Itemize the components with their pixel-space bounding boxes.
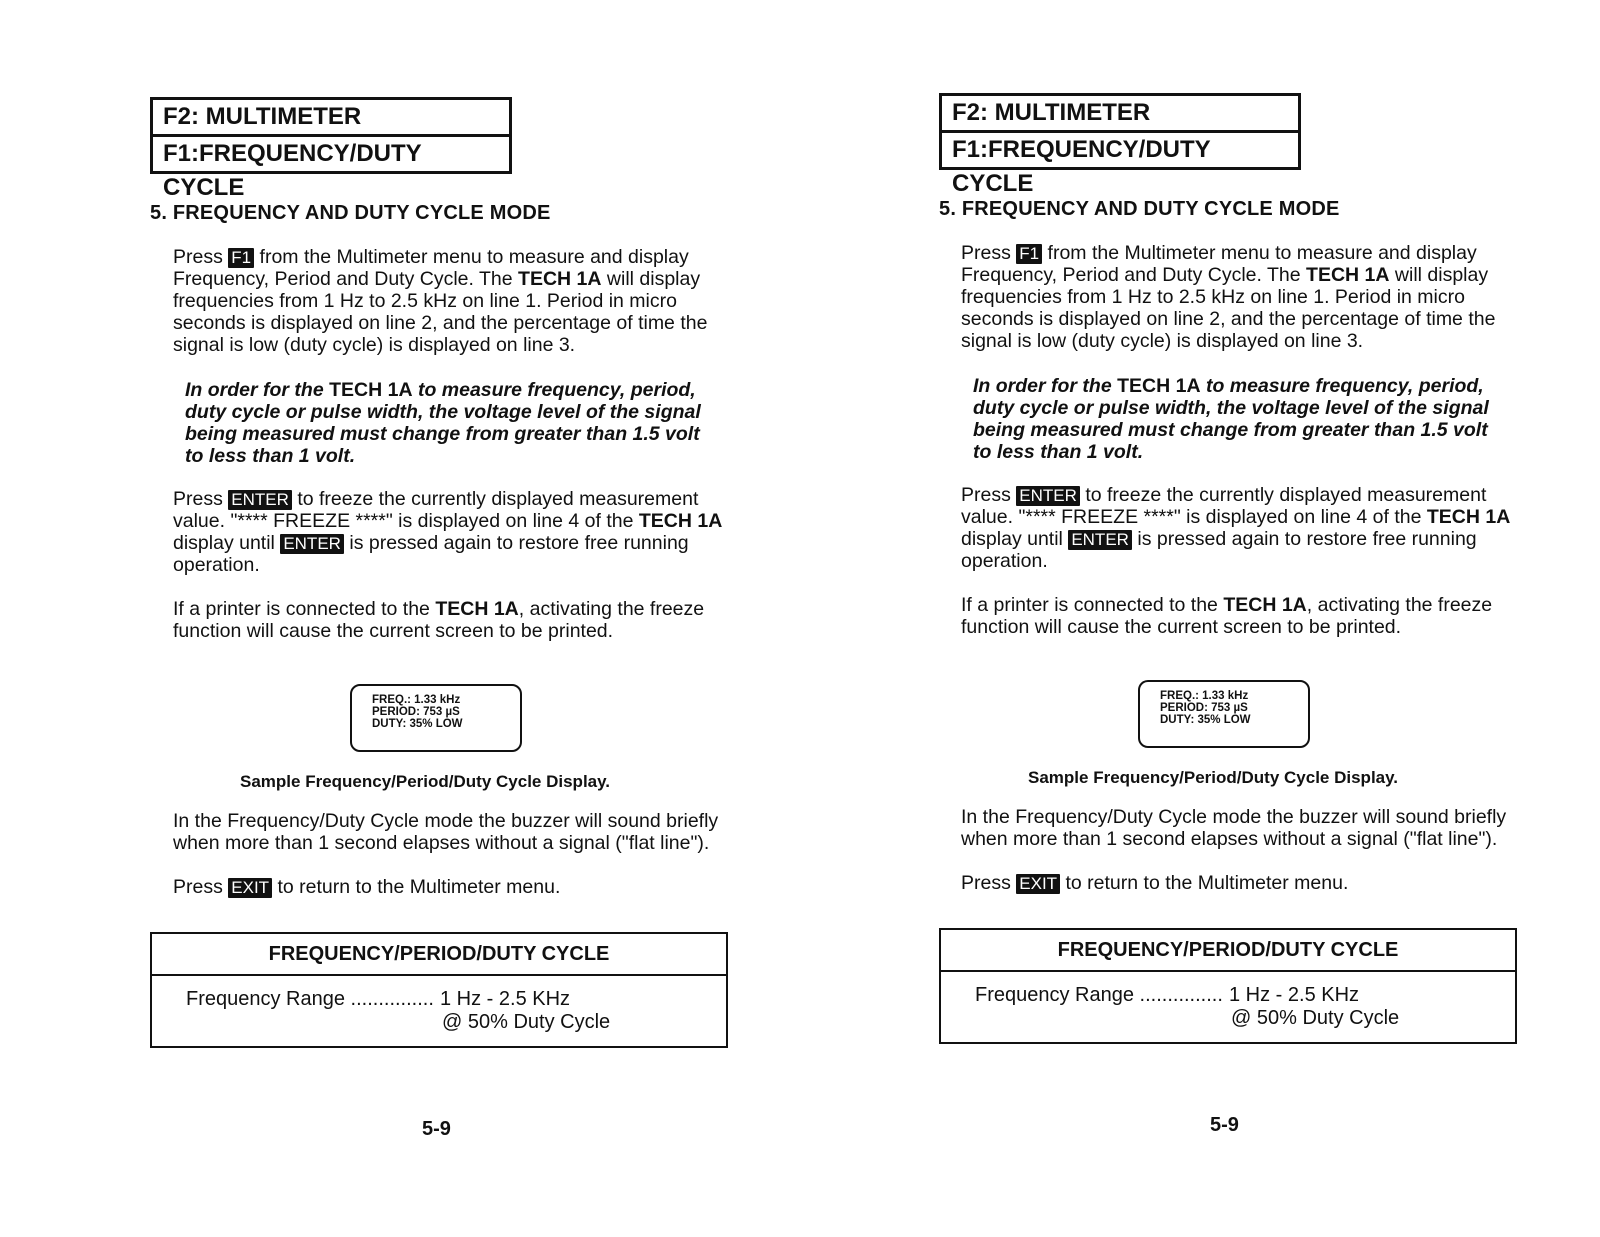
page-number: 5-9 (422, 1118, 451, 1140)
paragraph-intro (173, 246, 738, 356)
spec-value: 1 Hz - 2.5 KHz (440, 988, 571, 1010)
display-caption: Sample Frequency/Period/Duty Cycle Display. (1028, 768, 1399, 787)
paragraph-printer (173, 598, 738, 642)
paragraph-intro (961, 242, 1526, 352)
paragraph-printer (961, 594, 1526, 638)
page-right (800, 0, 1600, 1237)
enter-key-icon: ENTER (1068, 530, 1132, 550)
device-name: TECH 1A (638, 510, 723, 532)
lcd-line-freq: FREQ.: 1.33 kHz (1160, 690, 1249, 702)
device-name: TECH 1A (518, 268, 602, 290)
exit-text: to return to the Multimeter menu. (1065, 872, 1349, 894)
paragraph-exit (961, 872, 1526, 894)
header-line-1: F2: MULTIMETER (952, 99, 1151, 126)
lcd-sample-display (1138, 680, 1310, 748)
exit-key-icon: EXIT (1016, 874, 1060, 894)
press-word: Press (961, 872, 1011, 894)
spec-value-2: @ 50% Duty Cycle (1231, 1007, 1400, 1029)
intro-text-2: will display frequencies from 1 Hz to 2.5 kHz on line 1. Period in micro seconds is displayed on line 2, and the percentage of time the signal is low (duty cycle) is displayed on line 3. (961, 264, 1496, 352)
note-text-1: In order for the (185, 379, 324, 401)
spec-table (150, 932, 728, 1048)
spec-table-title: FREQUENCY/PERIOD/DUTY CYCLE (941, 930, 1515, 972)
lcd-line-duty: DUTY: 35% LOW (1160, 714, 1251, 726)
f1-key-icon: F1 (228, 248, 254, 268)
intro-text-2: will display frequencies from 1 Hz to 2.5 kHz on line 1. Period in micro seconds is displayed on line 2, and the percentage of time the signal is low (duty cycle) is displayed on line 3. (173, 268, 708, 356)
paragraph-freeze (961, 484, 1526, 572)
device-name: TECH 1A (1306, 264, 1390, 286)
press-word: Press (173, 876, 223, 898)
paragraph-buzzer: In the Frequency/Duty Cycle mode the buzzer will sound briefly when more than 1 second elapses without a signal ("flat line"). (173, 810, 719, 854)
paragraph-buzzer: In the Frequency/Duty Cycle mode the buzzer will sound briefly when more than 1 second elapses without a signal ("flat line"). (961, 806, 1507, 850)
freeze-text-3: is pressed again to restore free running operation. (173, 532, 689, 576)
press-word: Press (961, 242, 1011, 264)
section-title: 5. FREQUENCY AND DUTY CYCLE MODE (939, 198, 1340, 220)
spec-label: Frequency Range ............... (186, 988, 434, 1010)
printer-text-1: If a printer is connected to the (961, 594, 1218, 616)
lcd-sample-display (350, 684, 522, 752)
lcd-line-period: PERIOD: 753 µS (372, 706, 460, 718)
header-line-2: F1:FREQUENCY/DUTY CYCLE (153, 134, 509, 171)
paragraph-freeze (173, 488, 738, 576)
spec-table-body (941, 972, 1515, 1042)
lcd-line-period: PERIOD: 753 µS (1160, 702, 1248, 714)
freeze-text-2: display until (961, 528, 1063, 550)
printer-text-2: , activating the freeze function will cause the current screen to be printed. (173, 598, 705, 642)
device-name: TECH 1A (1117, 375, 1201, 397)
device-name: TECH 1A (329, 379, 413, 401)
press-word: Press (173, 488, 223, 510)
display-caption: Sample Frequency/Period/Duty Cycle Display. (240, 772, 611, 791)
printer-text-1: If a printer is connected to the (173, 598, 430, 620)
exit-key-icon: EXIT (228, 878, 272, 898)
press-word: Press (961, 484, 1011, 506)
header-box (939, 93, 1301, 197)
freeze-text-2: display until (173, 532, 275, 554)
note-text-2: to measure frequency, period, duty cycle or pulse width, the voltage level of the signal being measured must change from greater than 1.5 volt to less than 1 volt. (973, 375, 1489, 463)
spec-table (939, 928, 1517, 1044)
section-title: 5. FREQUENCY AND DUTY CYCLE MODE (150, 202, 551, 224)
lcd-line-duty: DUTY: 35% LOW (372, 718, 463, 730)
device-name: TECH 1A (1426, 506, 1511, 528)
note-text-1: In order for the (973, 375, 1112, 397)
intro-text-1: from the Multimeter menu to measure and display Frequency, Period and Duty Cycle. The (961, 242, 1477, 286)
device-name: TECH 1A (1223, 594, 1307, 616)
exit-text: to return to the Multimeter menu. (277, 876, 561, 898)
freeze-text-1: to freeze the currently displayed measurement value. "**** FREEZE ****" is displayed on line 4 of the (961, 484, 1487, 528)
header-line-1: F2: MULTIMETER (163, 103, 362, 130)
device-name: TECH 1A (435, 598, 519, 620)
spec-table-body (152, 976, 726, 1046)
spec-table-title: FREQUENCY/PERIOD/DUTY CYCLE (152, 934, 726, 976)
enter-key-icon: ENTER (228, 490, 292, 510)
freeze-text-3: is pressed again to restore free running operation. (961, 528, 1477, 572)
header-line-2: F1:FREQUENCY/DUTY CYCLE (942, 130, 1298, 167)
lcd-line-freq: FREQ.: 1.33 kHz (372, 694, 461, 706)
measurement-note (185, 379, 715, 467)
measurement-note (973, 375, 1503, 463)
note-text-2: to measure frequency, period, duty cycle or pulse width, the voltage level of the signal being measured must change from greater than 1.5 volt to less than 1 volt. (185, 379, 701, 467)
spec-value-2: @ 50% Duty Cycle (442, 1011, 611, 1033)
header-box (150, 97, 512, 201)
freeze-text-1: to freeze the currently displayed measurement value. "**** FREEZE ****" is displayed on line 4 of the (173, 488, 699, 532)
spec-label: Frequency Range ............... (975, 984, 1223, 1006)
page-number: 5-9 (1210, 1114, 1239, 1136)
paragraph-exit (173, 876, 738, 898)
intro-text-1: from the Multimeter menu to measure and display Frequency, Period and Duty Cycle. The (173, 246, 689, 290)
f1-key-icon: F1 (1016, 244, 1042, 264)
enter-key-icon: ENTER (1016, 486, 1080, 506)
printer-text-2: , activating the freeze function will cause the current screen to be printed. (961, 594, 1493, 638)
spec-value: 1 Hz - 2.5 KHz (1229, 984, 1360, 1006)
enter-key-icon: ENTER (280, 534, 344, 554)
press-word: Press (173, 246, 223, 268)
